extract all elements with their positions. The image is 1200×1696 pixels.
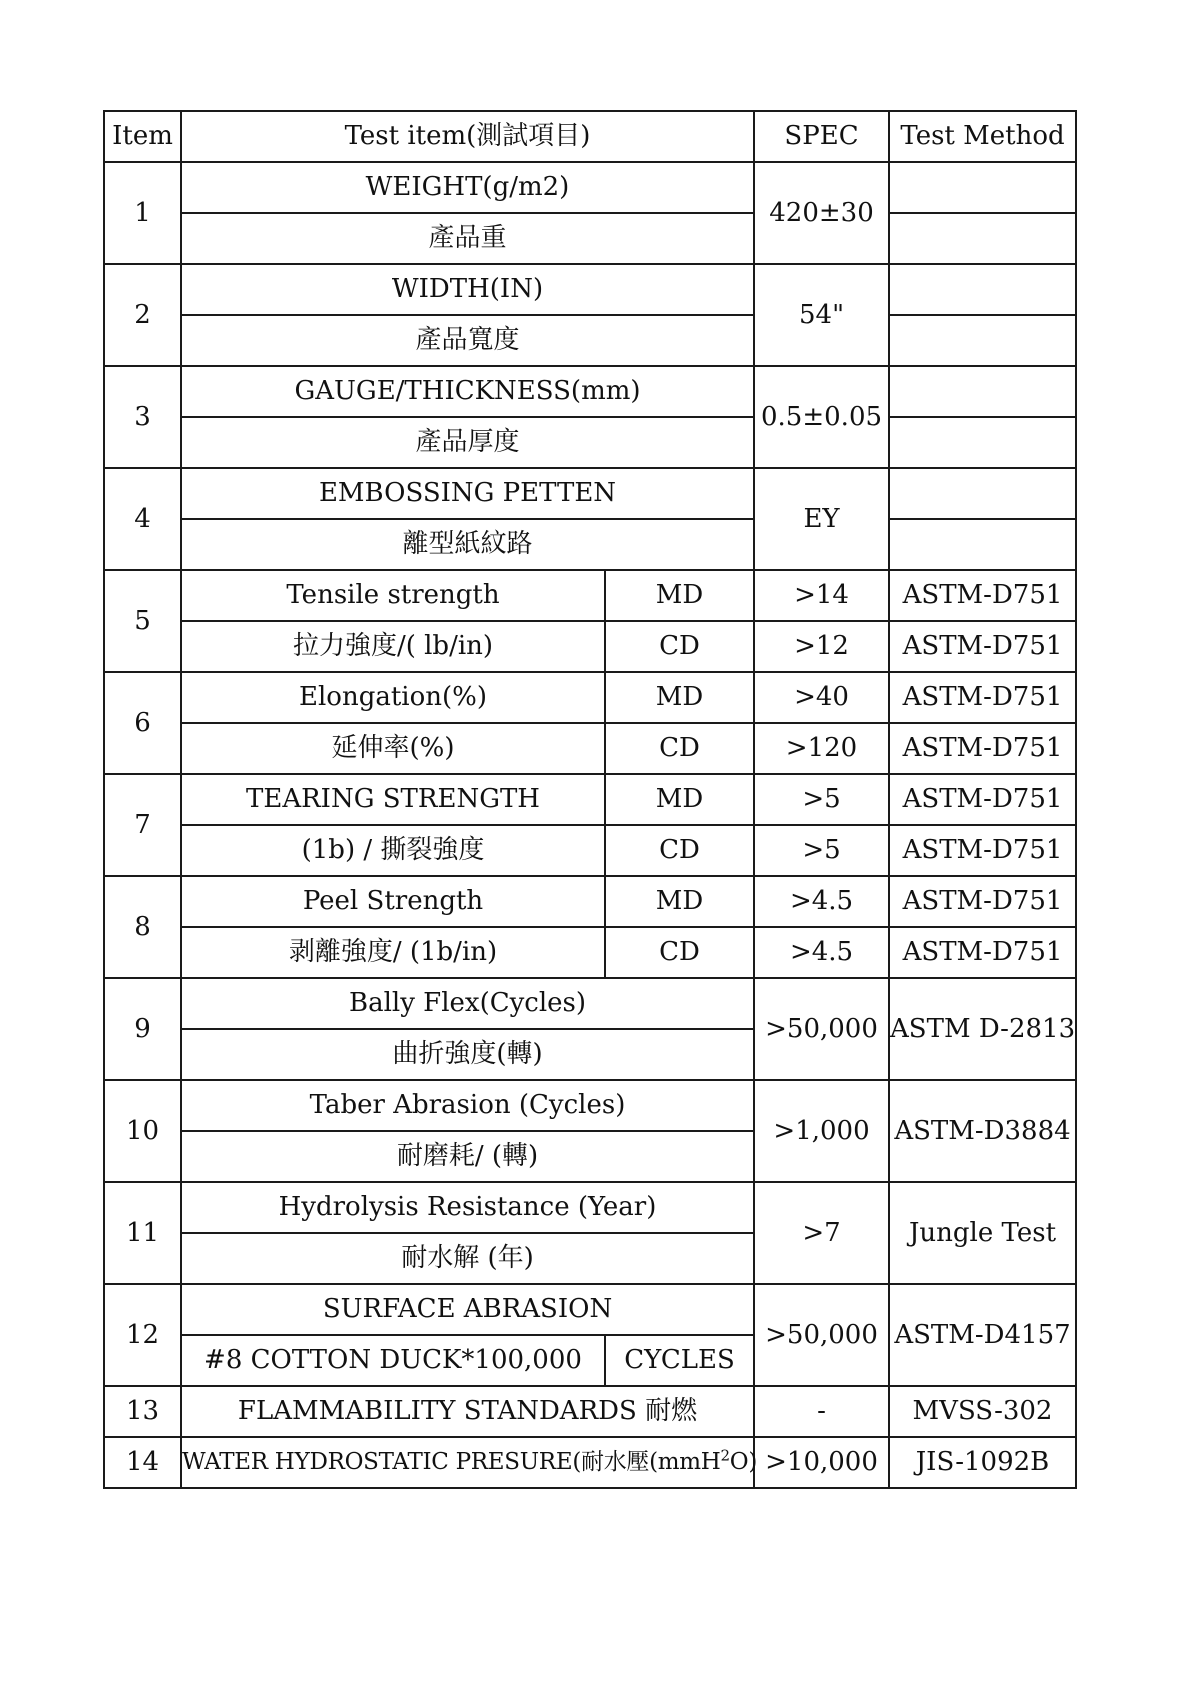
spec-value: >5 [754,774,889,825]
test-method [889,519,1076,570]
test-item-en: Taber Abrasion (Cycles) [181,1080,754,1131]
header-test-item: Test item(測試項目) [181,111,754,162]
table-row [104,1437,1076,1488]
test-method: ASTM-D751 [889,825,1076,876]
item-number: 5 [104,570,181,672]
table-row [104,1182,1076,1233]
table-row [104,1284,1076,1335]
table-row [104,213,1076,264]
test-method: ASTM-D751 [889,774,1076,825]
spec-value: >50,000 [754,978,889,1080]
test-item-en: Tensile strength [181,570,605,621]
test-item-sub: #8 COTTON DUCK*100,000 [181,1335,605,1386]
test-item-en: Bally Flex(Cycles) [181,978,754,1029]
test-method [889,162,1076,213]
table-row [104,978,1076,1029]
test-item-zh: 延伸率(%) [181,723,605,774]
spec-value: 0.5±0.05 [754,366,889,468]
test-method: ASTM-D751 [889,570,1076,621]
test-item-zh: (1b) / 撕裂強度 [181,825,605,876]
spec-value: >120 [754,723,889,774]
table-row [104,519,1076,570]
item-number: 2 [104,264,181,366]
test-item-label: FLAMMABILITY STANDARDS 耐燃 [181,1386,754,1437]
test-method: ASTM-D751 [889,876,1076,927]
spec-value: >10,000 [754,1437,889,1488]
test-method [889,264,1076,315]
spec-value: >14 [754,570,889,621]
test-item-zh: 離型紙紋路 [181,519,754,570]
test-method: ASTM-D4157 [889,1284,1076,1386]
test-item-zh: 產品重 [181,213,754,264]
table-row [104,723,1076,774]
direction-cd: CD [605,927,754,978]
test-method: Jungle Test [889,1182,1076,1284]
spec-value: 420±30 [754,162,889,264]
test-item-label [181,1437,758,1488]
test-item-en: TEARING STRENGTH [181,774,605,825]
test-item-zh: 曲折強度(轉) [181,1029,754,1080]
label-end: O) [729,1448,758,1475]
spec-value: >50,000 [754,1284,889,1386]
test-item-en: Peel Strength [181,876,605,927]
table-row [104,315,1076,366]
item-number: 13 [104,1386,181,1437]
table-row [104,1386,1076,1437]
test-method [889,213,1076,264]
test-item-zh: 產品寬度 [181,315,754,366]
direction-cd: CD [605,621,754,672]
header-spec: SPEC [754,111,889,162]
test-item-en: EMBOSSING PETTEN [181,468,754,519]
table-row [104,417,1076,468]
table-row [104,774,1076,825]
label-superscript: 2 [720,1446,730,1465]
table-row [104,570,1076,621]
item-number: 11 [104,1182,181,1284]
test-method: JIS-1092B [889,1437,1076,1488]
test-method [889,366,1076,417]
header-test-method: Test Method [889,111,1076,162]
item-number: 4 [104,468,181,570]
item-number: 7 [104,774,181,876]
test-method: ASTM-D751 [889,927,1076,978]
spec-value: >5 [754,825,889,876]
test-item-en: WEIGHT(g/m2) [181,162,754,213]
test-method [889,315,1076,366]
test-method [889,468,1076,519]
test-item-unit: CYCLES [605,1335,754,1386]
spec-value: 54" [754,264,889,366]
direction-md: MD [605,672,754,723]
spec-value: >4.5 [754,927,889,978]
direction-md: MD [605,570,754,621]
test-item-zh: 耐水解 (年) [181,1233,754,1284]
table-row [104,468,1076,519]
table-row [104,876,1076,927]
test-item-en: WIDTH(IN) [181,264,754,315]
table-row [104,1080,1076,1131]
table-row [104,672,1076,723]
spec-value: EY [754,468,889,570]
spec-value: >1,000 [754,1080,889,1182]
test-item-en: SURFACE ABRASION [181,1284,754,1335]
table-row [104,825,1076,876]
table-row [104,366,1076,417]
spec-table [103,110,1077,1489]
item-number: 6 [104,672,181,774]
test-method: MVSS-302 [889,1386,1076,1437]
item-number: 8 [104,876,181,978]
spec-value: >4.5 [754,876,889,927]
spec-value: - [754,1386,889,1437]
test-item-zh: 產品厚度 [181,417,754,468]
table-row [104,264,1076,315]
test-method: ASTM-D3884 [889,1080,1076,1182]
spec-value: >12 [754,621,889,672]
test-method: ASTM-D751 [889,621,1076,672]
item-number: 12 [104,1284,181,1386]
test-item-zh: 剥離強度/ (1b/in) [181,927,605,978]
test-item-en: Hydrolysis Resistance (Year) [181,1182,754,1233]
item-number: 14 [104,1437,181,1488]
item-number: 3 [104,366,181,468]
table-row [104,621,1076,672]
test-item-en: Elongation(%) [181,672,605,723]
test-item-zh: 耐磨耗/ (轉) [181,1131,754,1182]
table-row [104,162,1076,213]
item-number: 9 [104,978,181,1080]
direction-cd: CD [605,825,754,876]
direction-md: MD [605,774,754,825]
test-method: ASTM-D751 [889,672,1076,723]
header-row [104,111,1076,162]
spec-value: >7 [754,1182,889,1284]
item-number: 10 [104,1080,181,1182]
direction-cd: CD [605,723,754,774]
direction-md: MD [605,876,754,927]
test-method: ASTM D-2813 [889,978,1076,1080]
header-item: Item [104,111,181,162]
item-number: 1 [104,162,181,264]
test-method: ASTM-D751 [889,723,1076,774]
label-main: WATER HYDROSTATIC PRESURE(耐水壓(mmH [182,1448,721,1475]
spec-value: >40 [754,672,889,723]
table-row [104,927,1076,978]
test-item-en: GAUGE/THICKNESS(mm) [181,366,754,417]
test-item-zh: 拉力強度/( lb/in) [181,621,605,672]
test-method [889,417,1076,468]
